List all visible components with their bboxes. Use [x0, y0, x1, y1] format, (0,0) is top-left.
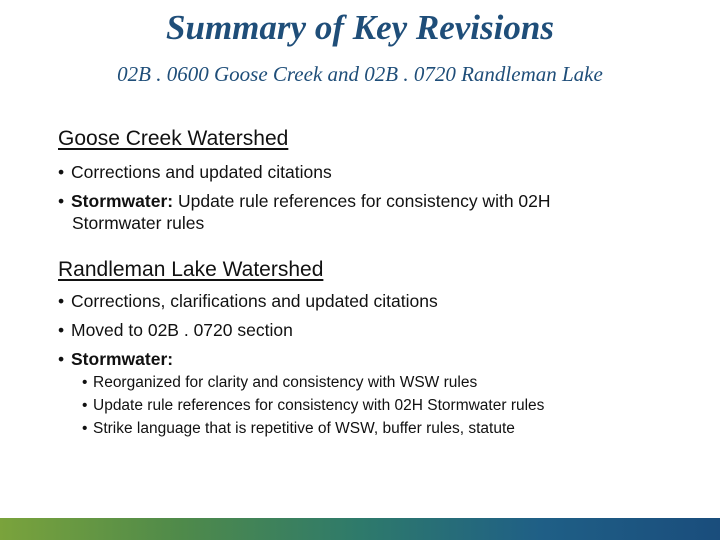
bullet-icon: •: [58, 291, 65, 311]
bullet-bold-label: Stormwater:: [71, 349, 174, 369]
bullet-text: Moved to 02B . 0720 section: [71, 320, 293, 340]
bullet-item: [58, 161, 332, 183]
sub-bullet-text: Update rule references for consistency with 02H Stormwater rules: [93, 397, 545, 414]
footer-gradient-bar: [0, 518, 720, 540]
bullet-icon: •: [58, 191, 65, 211]
bullet-item: [58, 319, 293, 341]
bullet-text: Update rule references for consistency with 02H: [173, 191, 551, 211]
bullet-item: [58, 290, 438, 312]
bullet-text: Corrections, clarifications and updated citations: [71, 291, 438, 311]
section-heading-randleman-lake: Randleman Lake Watershed: [58, 258, 324, 281]
slide-subtitle: 02B . 0600 Goose Creek and 02B . 0720 Randleman Lake: [117, 62, 603, 86]
sub-bullet-icon: •: [82, 420, 88, 437]
sub-bullet-text: Reorganized for clarity and consistency with WSW rules: [93, 374, 478, 391]
sub-bullet-item: [82, 396, 544, 416]
sub-bullet-item: [82, 419, 515, 439]
bullet-icon: •: [58, 162, 65, 182]
bullet-item: [58, 190, 551, 212]
bullet-icon: •: [58, 320, 65, 340]
bullet-text: Corrections and updated citations: [71, 162, 332, 182]
bullet-icon: •: [58, 349, 65, 369]
bullet-bold-label: Stormwater:: [71, 191, 174, 211]
bullet-item: [58, 348, 173, 370]
bullet-continuation: Stormwater rules: [72, 213, 205, 233]
sub-bullet-icon: •: [82, 397, 88, 414]
sub-bullet-text: Strike language that is repetitive of WSW, buffer rules, statute: [93, 420, 515, 437]
slide-title: Summary of Key Revisions: [166, 8, 554, 47]
sub-bullet-icon: •: [82, 374, 88, 391]
section-heading-goose-creek: Goose Creek Watershed: [58, 127, 289, 150]
sub-bullet-item: [82, 373, 477, 393]
